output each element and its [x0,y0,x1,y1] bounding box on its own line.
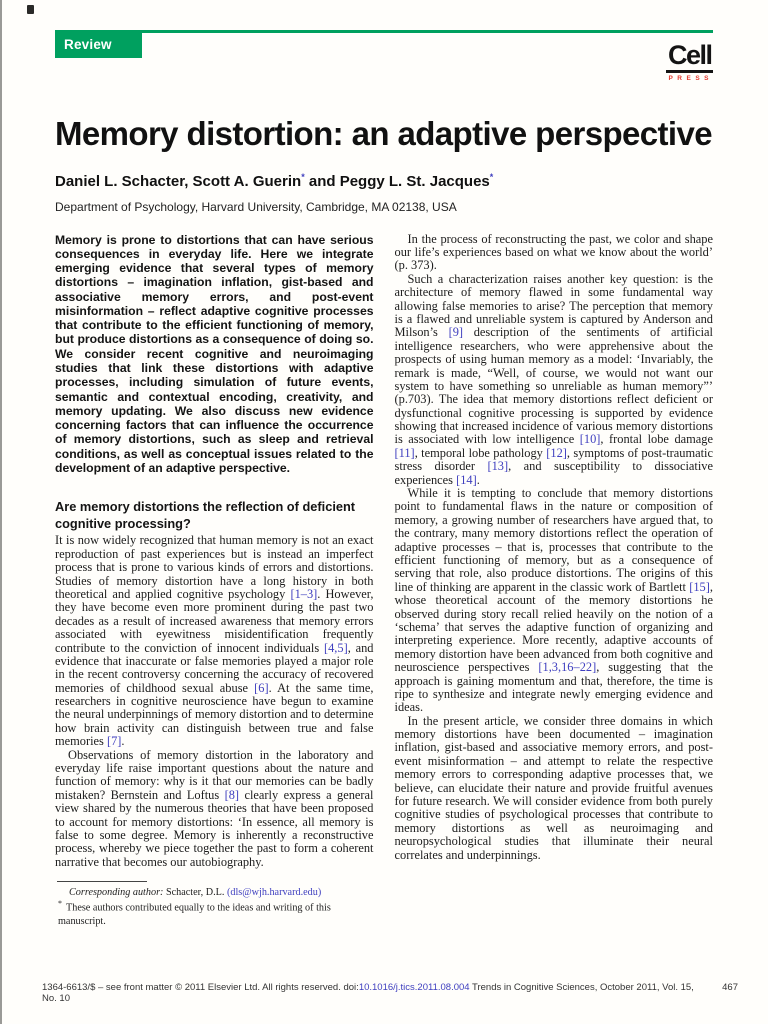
text-segment: , frontal lobe damage [600,432,713,447]
scan-speck-artifact [27,5,34,14]
citation-link[interactable]: [6] [254,680,269,695]
page-footer [42,982,738,1004]
cell-logo-text: Cell [666,42,713,73]
citation-link[interactable]: [12] [546,445,567,460]
citation-link[interactable]: [13] [487,459,509,474]
footnote-rule [57,881,147,882]
citation-link[interactable]: [4,5] [323,640,348,655]
body-paragraph [395,233,714,273]
cell-press-logo [666,42,713,82]
text-segment: Daniel L. Schacter, Scott A. Guerin [55,172,302,190]
text-segment: . [121,734,125,749]
text-segment: While it is tempting to conclude that memory distortions point to fundamental flaws in the nature or composition of memory, a growing number of researchers have argued that, to the contrary, many memory distortions reflect the operation of adaptive processes – that is, processes that contribute to the efficient functioning of memory, but as a consequence of serving that role, also produce distortions. The origins of this line of thinking are apparent in the classic work of Bartlett [394,486,713,594]
text-segment: Such a characterization raises another key question: is the architecture of memory flawed in some fundamental way allowing false memories to arise? The perception that memory is a flawed and unreliable system is captured by Anderson and Milson’s [394,271,713,340]
citation-link[interactable]: [8] [224,787,240,802]
hyperlink[interactable]: (dls@wjh.harvard.edu) [226,887,322,899]
text-segment: Schacter, D.L. [165,887,227,899]
text-segment: Observations of memory distortion in the laboratory and everyday life raise important questions about the nature and function of memory: why is it that our memories can be badly mistaken? Bernstein and Loftus [55,747,374,802]
text-segment: Corresponding author: [69,887,166,899]
text-segment: 1364-6613/$ – see front matter © 2011 Elsevier Ltd. All rights reserved. doi: [42,982,359,993]
text-segment: . At the same time, researchers in cognitive neuroscience have begun to examine the neural underpinnings of memory distortion and to determine how brain activity can distinguish between true and false memories [55,680,374,749]
text-segment: description of the sentiments of artificial intelligence researchers, who were apprehensive about the prospects of using human memory as a model: ‘Invariably, the remark is made, “Well, of course, we would not want our system to have something so unreliable as human memory”’ (p.703). The idea that memory distortions reflect deficient or dysfunctional cognitive processing is supported by evidence showing that increased incidence of various memory distortions is associated with low intelligence [394,325,713,447]
author-asterisk: * [489,171,494,182]
text-segment: Trends in Cognitive Sciences, October 2011, Vol. 15, No. 10 [42,982,694,1004]
text-segment: It is now widely recognized that human memory is not an exact reproduction of past experiences but is instead an imperfect process that is prone to various kinds of errors and distortions. Studies of memory distortion have a long history in both theoretical and applied cognitive psychology [55,533,374,601]
text-segment: , and susceptibility to dissociative experiences [394,459,713,487]
page-number: 467 [722,982,738,993]
body-paragraph [55,749,374,870]
corresponding-author-line [69,886,374,899]
section-heading: Are memory distortions the reflection of deficient cognitive processing? [55,499,356,531]
text-segment: clearly express a general view shared by the numerous theories that have been proposed to account for memory distortions: ‘In essence, all memory is false to some degree. Memory is inherently a reconstructive process, whereby we piece together the past to form a coherent narrative that becomes our autobiography. [55,787,374,869]
citation-link[interactable]: [1–3] [290,586,318,601]
affiliation: Department of Psychology, Harvard University, Cambridge, MA 02138, USA [55,199,457,214]
body-paragraph [395,487,714,715]
text-segment: . [476,472,480,487]
citation-link[interactable]: [14] [456,472,477,487]
page-header [55,30,713,85]
text-segment: , whose theoretical account of the memory distortions he observed during story recall relied heavily on the notion of a ‘schema’ that serves the adaptive function of organizing and interpreting experience. More recently, adaptive accounts of memory distortion have been advanced from both cognitive and neuroscience perspectives [394,579,713,675]
text-segment: , and evidence that inaccurate or false memories played a major role in the recent controversy concerning the accuracy of recovered memories of childhood sexual abuse [55,640,374,695]
footnote-text: These authors contributed equally to the ideas and writing of this manuscript. [58,902,331,928]
left-column [55,233,374,929]
right-column-paragraphs [395,233,714,862]
citation-link[interactable]: [1,3,16–22] [538,660,597,675]
text-segment: . However, they have become even more prominent during the past two decades as a result of increased awareness that memory errors associated with eyewitness misidentification frequently contribute to the conviction of innocent individuals [55,586,374,655]
citation-link[interactable]: [10] [579,432,601,447]
scan-edge-artifact [0,0,2,1024]
review-badge: Review [55,33,142,58]
body-paragraph [395,715,714,862]
article-body [55,233,713,929]
text-segment: , temporal lobe pathology [414,445,547,460]
hyperlink[interactable]: 10.1016/j.tics.2011.08.004 [358,982,470,993]
footnote [55,881,374,928]
article-title: Memory distortion: an adaptive perspective [55,115,712,152]
body-paragraph [55,534,374,748]
author-asterisk: * [301,171,305,182]
left-column-paragraphs [55,534,374,869]
body-paragraph [395,273,714,487]
text-segment: In the process of reconstructing the past, we color and shape our life’s experiences based on what we know about the world’ (p. 373). [394,231,713,273]
footer-citation-line [42,982,710,1004]
citation-link[interactable]: [11] [394,445,415,460]
right-column [395,233,714,929]
text-segment: , suggesting that the approach is gaining momentum and that, therefore, the time is ripe to synthesize and integrate newly emerging evidence and ideas. [394,660,713,715]
citation-link[interactable]: [15] [689,579,710,594]
citation-link[interactable]: [9] [448,325,464,340]
text-segment: , symptoms of post-traumatic stress disorder [394,445,713,474]
text-segment: and Peggy L. St. Jacques [304,172,490,190]
press-logo-text: PRESS [668,75,713,82]
footnote-asterisk: * [58,899,62,909]
citation-link[interactable]: [7] [106,734,122,749]
abstract: Memory is prone to distortions that can have serious consequences in everyday life. Here we integrate emerging evidence that several types of memory distortions – imagination inflation, gist-based and associative memory errors, and post-event misinformation – reflect adaptive cognitive processes that contribute to the efficient functioning of memory, but produce distortions as a consequence of doing so. We consider recent cognitive and neuroimaging studies that link these distortions with adaptive processes, including simulation of future events, semantic and contextual encoding, creativity, and memory updating. We also discuss new evidence concerning factors that can influence the occurrence of memory distortions, such as sleep and retrieval conditions, as well as conceptual issues related to the development of an adaptive perspective. [55,232,374,475]
text-segment: In the present article, we consider three domains in which memory distortions have been documented – imagination inflation, gist-based and associative memory errors, and post-event misinformation – and attempt to relate the respective memory errors to corresponding adaptive processes that, we believe, can elucidate their nature and provide fruitful avenues for future research. We will consider evidence from both purely cognitive studies of psychological processes that contribute to memory distortions as well as neuroimaging and neuropsychological studies that illuminate their neural correlates and underpinnings. [394,713,713,862]
equal-contribution-line [58,899,374,928]
authors-line [55,172,713,190]
